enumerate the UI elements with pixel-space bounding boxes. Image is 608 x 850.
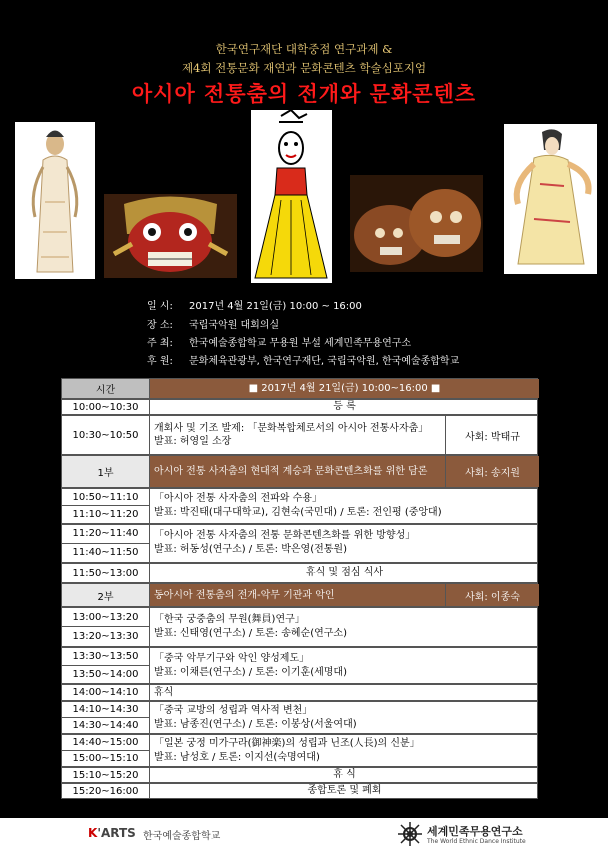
desc-cell (150, 489, 539, 523)
section-label: 2부 (62, 584, 150, 606)
talk-speakers: 발표: 신태영(연구소) / 토론: 송혜순(연구소) (154, 628, 347, 639)
header-time: 시간 (62, 379, 150, 398)
moderator-cell: 사회: 이종숙 (445, 584, 539, 606)
time-slot: 11:40~11:50 (72, 547, 139, 559)
info-date (147, 297, 362, 312)
institute-name: 세계민족무용연구소 (427, 825, 523, 838)
karts-logo-rest: ARTS (101, 826, 136, 840)
desc-cell: 등 록 (333, 401, 356, 412)
desc-cell: 휴식 및 점심 식사 (305, 567, 384, 578)
time-slot: 14:30~14:40 (72, 719, 139, 731)
section-title: 아시아 전통 사자춤의 현대적 계승과 문화콘텐츠화를 위한 담론 (150, 456, 445, 487)
talk-speakers: 발표: 남종진(연구소) / 토론: 이봉상(서울여대) (154, 719, 357, 730)
info-sponsor (147, 352, 459, 367)
talk-speakers: 발표: 박진태(대구대학교), 김현숙(국민대) / 토론: 전인평 (중앙대) (154, 507, 442, 518)
time-slot: 13:00~13:20 (62, 608, 149, 627)
desc-cell: 휴식 (154, 686, 174, 698)
section-row-1 (61, 455, 538, 488)
table-header-row (61, 378, 538, 399)
desc-cell (150, 608, 539, 646)
yellow-dress-figure (251, 110, 332, 283)
time-slot: 10:50~11:10 (62, 489, 149, 506)
info-value: 2017년 4월 21일(금) 10:00 ~ 16:00 (189, 301, 362, 312)
table-row (61, 563, 538, 583)
desc-cell: 휴 식 (333, 769, 356, 780)
time-cell: 11:50~13:00 (62, 564, 150, 582)
institute-name-en: The World Ethnic Dance Institute (427, 838, 526, 845)
table-row (61, 734, 538, 767)
info-host (147, 334, 411, 349)
desc-cell: 개회사 및 기조 발제: 「문화복합체로서의 아시아 전통사자춤」 발표: 허영일 소장 (154, 423, 429, 447)
page-title: 아시아 전통춤의 전개와 문화콘텐츠 (131, 82, 477, 106)
time-cell: 10:30~10:50 (62, 416, 150, 454)
talk-title: 「아시아 전통 사자춤의 전파와 수용」 (154, 493, 322, 504)
time-slot: 13:50~14:00 (72, 668, 139, 680)
karts-logo: K'ARTS (88, 826, 136, 840)
desc-cell (150, 648, 539, 683)
info-key: 주 최: (147, 338, 173, 349)
desc-cell (150, 525, 539, 562)
info-value: 국립국악원 대회의실 (189, 320, 280, 331)
table-row (61, 524, 538, 563)
info-venue (147, 316, 279, 331)
barong-mask-photo (104, 194, 237, 278)
time-cell: 14:00~14:10 (62, 685, 150, 700)
time-slot: 15:00~15:10 (72, 752, 139, 764)
time-slot: 14:40~15:00 (62, 735, 149, 751)
talk-speakers: 발표: 이채른(연구소) / 토론: 이기훈(세명대) (154, 667, 347, 678)
info-value: 한국예술종합학교 무용원 부설 세계민족무용연구소 (189, 338, 412, 349)
header-line-1: 한국연구재단 대학중점 연구과제 & (215, 42, 393, 56)
table-row (61, 684, 538, 701)
table-row (61, 647, 538, 684)
lion-mask-photo (350, 175, 483, 272)
time-cell: 15:10~15:20 (62, 768, 150, 782)
table-row (61, 767, 538, 783)
moderator-cell: 사회: 송지원 (445, 456, 539, 487)
time-cell (62, 489, 150, 523)
karts-logo-k: K (88, 826, 98, 840)
section-row-2 (61, 583, 538, 607)
info-value: 문화체육관광부, 한국연구재단, 국립국악원, 한국예술종합학교 (189, 356, 460, 367)
table-row (61, 399, 538, 415)
table-row (61, 701, 538, 734)
section-title: 동아시아 전통춤의 전개-악무 기관과 악인 (150, 584, 445, 606)
talk-title: 「중국 교방의 성립과 역사적 변천」 (154, 705, 313, 716)
header-date: ■ 2017년 4월 21일(금) 10:00~16:00 ■ (150, 379, 539, 398)
header-line-2: 제4회 전통문화 재연과 문화콘텐츠 학술심포지엄 (181, 61, 427, 75)
desc-cell: 종합토론 및 폐회 (307, 785, 382, 796)
time-cell: 10:00~10:30 (62, 400, 150, 414)
table-row (61, 488, 538, 524)
institute-emblem-icon (398, 822, 422, 850)
time-slot: 11:20~11:40 (62, 525, 149, 544)
desc-cell (150, 702, 539, 733)
time-slot: 14:10~14:30 (62, 702, 149, 718)
time-cell (62, 608, 150, 646)
talk-title: 「일본 궁정 미가구라(御神楽)의 성립과 닌조(人長)의 신분」 (154, 738, 420, 749)
info-key: 일 시: (147, 301, 173, 312)
karts-name: 한국예술종합학교 (143, 831, 221, 842)
talk-title: 「중국 악무기구와 악인 양성제도」 (154, 653, 310, 664)
info-key: 후 원: (147, 356, 173, 367)
time-cell (62, 735, 150, 766)
time-cell (62, 702, 150, 733)
dancer-illustration-left (15, 122, 95, 279)
time-cell: 15:20~16:00 (62, 784, 150, 798)
table-row (61, 415, 538, 455)
moderator-cell: 사회: 박태규 (445, 416, 539, 454)
talk-speakers: 발표: 남성호 / 토론: 이지선(숙명여대) (154, 752, 320, 763)
footer (0, 818, 608, 850)
talk-title: 「한국 궁중춤의 무원(舞員)연구」 (154, 614, 305, 625)
talk-title: 「아시아 전통 사자춤의 전통 문화콘텐츠화를 위한 방향성」 (154, 530, 416, 541)
section-label: 1부 (62, 456, 150, 487)
desc-cell (150, 735, 539, 766)
time-slot: 13:30~13:50 (62, 648, 149, 666)
table-row (61, 783, 538, 799)
dancer-illustration-right (504, 124, 597, 274)
time-cell (62, 525, 150, 562)
time-slot: 13:20~13:30 (72, 631, 139, 642)
info-key: 장 소: (147, 320, 173, 331)
talk-speakers: 발표: 허동성(연구소) / 토론: 박은영(전통원) (154, 544, 347, 555)
table-row (61, 607, 538, 647)
time-cell (62, 648, 150, 683)
time-slot: 11:10~11:20 (72, 509, 139, 520)
